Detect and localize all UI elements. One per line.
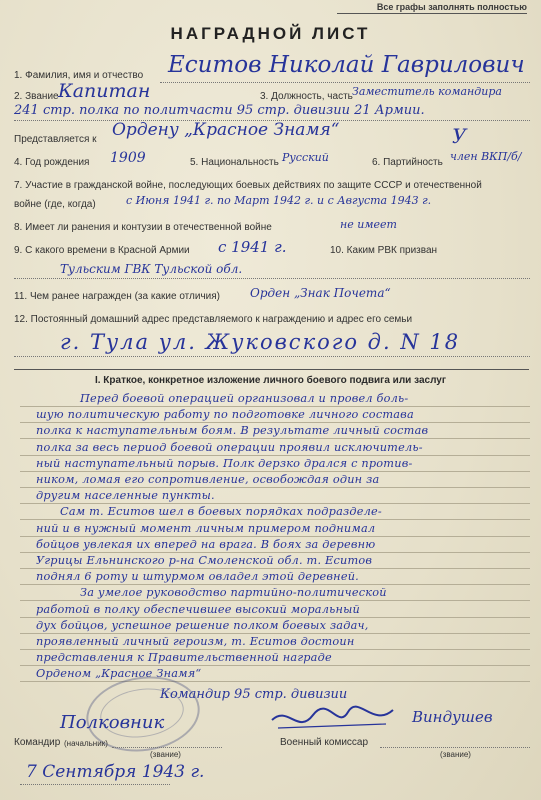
commissar-name: Виндушев — [412, 708, 493, 726]
field-9-label: 9. С какого времени в Красной Армии — [14, 245, 190, 256]
narrative-line: представления к Правительственной награде — [36, 651, 332, 665]
field-4-label: 4. Год рождения — [14, 157, 90, 168]
recommended-for-value: Ордену „Красное Знамя“ — [112, 120, 340, 140]
header-note-underline — [337, 13, 527, 14]
ruled-line — [20, 633, 530, 634]
section-divider — [14, 369, 529, 370]
ruled-line — [20, 503, 530, 504]
field-7-label-b: войне (где, когда) — [14, 199, 96, 210]
narrative-line: полка за весь период боевой операции проявил исключитель- — [36, 440, 423, 454]
section-title: I. Краткое, конкретное изложение личного боевого подвига или заслуг — [94, 375, 447, 386]
field-10-line — [14, 278, 530, 279]
date-value: 7 Сентября 1943 г. — [26, 762, 205, 782]
ruled-line — [20, 617, 530, 618]
narrative-line: ний и в нужный момент личным примером поднимал — [36, 521, 376, 535]
narrative-line: бойцов увлекая их вперед на врага. В боях за деревню — [36, 537, 376, 551]
ruled-line — [20, 665, 530, 666]
header-note: Все графы заполнять полностью — [376, 2, 527, 12]
rank-label-2: (звание) — [440, 750, 471, 759]
narrative-line: Угрицы Ельнинского р-на Смоленской обл. т. Еситов — [36, 554, 373, 567]
field-1-value: Еситов Николай Гаврилович — [168, 52, 525, 78]
field-12-value: г. Тула ул. Жуковского д. N 18 — [60, 330, 461, 354]
narrative-line: ником, ломая его сопротивление, освобождая один за — [36, 473, 380, 486]
ruled-line — [20, 568, 530, 569]
narrative-line: работой в полку обеспечившее высокий моральный — [36, 602, 360, 616]
commander-rank-handwritten: Полковник — [60, 712, 165, 733]
field-2-value: Капитан — [58, 80, 151, 102]
field-8-label: 8. Имеет ли ранения и контузии в отечественной войне — [14, 222, 272, 233]
date-line — [20, 784, 170, 785]
field-1-line — [160, 82, 530, 83]
field-3-value-a: Заместитель командира — [352, 85, 502, 98]
field-11-label: 11. Чем ранее награжден (за какие отличия) — [14, 291, 220, 302]
field-5-label: 5. Национальность — [190, 157, 279, 168]
commander-line — [112, 747, 222, 748]
field-11-value: Орден „Знак Почета“ — [250, 286, 391, 300]
narrative-line: другим населенные пункты. — [36, 489, 215, 503]
rank-label-1: (звание) — [150, 750, 181, 759]
field-4-value: 1909 — [110, 150, 146, 166]
field-3-value-b: 241 стр. полка по политчасти 95 стр. дивизии 21 Армии. — [14, 103, 425, 118]
ruled-line — [20, 600, 530, 601]
narrative-line: За умелое руководство партийно-политической — [80, 586, 387, 600]
field-1-label: 1. Фамилия, имя и отчество — [14, 70, 144, 81]
ruled-line — [20, 649, 530, 650]
narrative-line: полка к наступательным боям. В результате личный состав — [36, 424, 429, 438]
recommended-for-label: Представляется к — [14, 134, 97, 145]
field-3-label: 3. Должность, часть — [260, 91, 353, 102]
narrative-line: дух бойцов, успешное решение полком боевых задач, — [36, 618, 369, 632]
recommended-for-mark: У — [452, 124, 467, 148]
ruled-line — [20, 536, 530, 537]
form-title: НАГРАДНОЙ ЛИСТ — [170, 24, 371, 43]
narrative-line: Перед боевой операцией организовал и провел боль- — [80, 392, 409, 405]
field-7-label-a: 7. Участие в гражданской войне, последующих боевых действиях по защите СССР и отечественной — [14, 180, 482, 191]
ruled-line — [20, 471, 530, 472]
commissar-label: Военный комиссар — [280, 737, 369, 748]
ruled-line — [20, 455, 530, 456]
ruled-line — [20, 487, 530, 488]
commander-label: Командир — [14, 737, 61, 748]
narrative-line: проявленный личный героизм, т. Еситов достоин — [36, 635, 355, 648]
commissar-line — [380, 747, 530, 748]
ruled-line — [20, 438, 530, 439]
narrative-line: Орденом „Красное Знамя“ — [36, 667, 202, 681]
ruled-line — [20, 584, 530, 585]
field-5-value: Русский — [282, 151, 329, 164]
commander-sub-label: (начальник) — [64, 739, 108, 748]
field-2-label: 2. Звание — [14, 91, 59, 102]
field-12-label: 12. Постоянный домашний адрес представляемого к награждению и адрес его семьи — [14, 314, 413, 325]
narrative-line: Сам т. Еситов шел в боевых порядках подразделе- — [60, 505, 382, 519]
field-9-value: с 1941 г. — [218, 238, 287, 256]
narrative-line: шую политическую работу по подготовке личного состава — [36, 408, 414, 422]
field-10-value: Тульским ГВК Тульской обл. — [60, 262, 243, 276]
ruled-line — [20, 552, 530, 553]
field-6-value: член ВКП/б/ — [450, 150, 522, 163]
field-10-label: 10. Каким РВК призван — [330, 245, 438, 256]
field-7-value: с Июня 1941 г. по Март 1942 г. и с Августа 1943 г. — [126, 194, 432, 207]
field-6-label: 6. Партийность — [372, 157, 443, 168]
field-12-line — [14, 356, 530, 357]
commander-handwritten: Командир 95 стр. дивизии — [160, 687, 348, 702]
ruled-line — [20, 681, 530, 682]
ruled-line — [20, 422, 530, 423]
ruled-line — [20, 406, 530, 407]
field-8-value: не имеет — [340, 218, 397, 231]
narrative-line: ный наступательный порыв. Полк дерзко дрался с против- — [36, 456, 413, 470]
ruled-line — [20, 519, 530, 520]
narrative-line: поднял 6 роту и штурмом овладел этой деревней. — [36, 570, 359, 584]
